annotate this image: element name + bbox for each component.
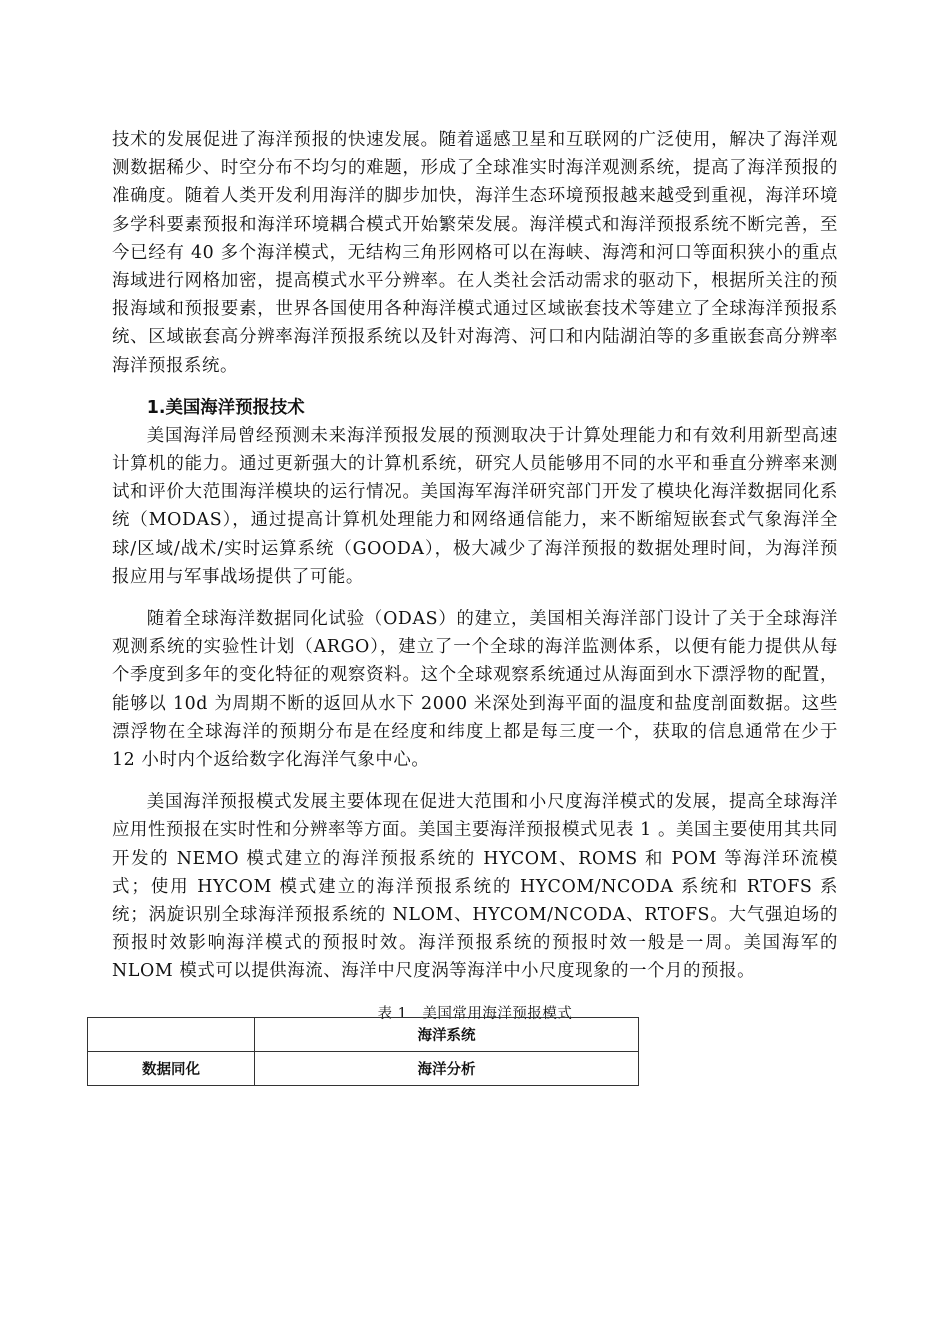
- table-row: [88, 1018, 639, 1052]
- paragraph-modas: 美国海洋局曾经预测未来海洋预报发展的预测取决于计算处理能力和有效利用新型高速计算机的能力。通过更新强大的计算机系统，研究人员能够用不同的水平和垂直分辨率来测试和评价大范围海洋模块的运行情况。美国海军海洋研究部门开发了模块化海洋数据同化系统（MODAS），通过提高计算机处理能力和网络通信能力，来不断缩短嵌套式气象海洋全球/区域/战术/实时运算系统（GOODA），极大减少了海洋预报的数据处理时间，为海洋预报应用与军事战场提供了可能。: [112, 425, 838, 587]
- document-body: [112, 126, 838, 1024]
- paragraph-models: 美国海洋预报模式发展主要体现在促进大范围和小尺度海洋模式的发展，提高全球海洋应用性预报在实时性和分辨率等方面。美国主要海洋预报模式见表 1 。美国主要使用其共同开发的 NEMO 模式建立的海洋预报系统的 HYCOM、ROMS 和 POM 等海洋环流模式；使用 HYCOM 模式建立的海洋预报系统的 HYCOM/NCODA 系统和 RTOFS 系统；涡旋识别全球海洋预报系统的 NLOM、HYCOM/NCODA、RTOFS。大气强迫场的预报时效影响海洋模式的预报时效。海洋预报系统的预报时效一般是一周。美国海军的 NLOM 模式可以提供海流、海洋中尺度涡等海洋中小尺度现象的一个月的预报。: [112, 792, 838, 982]
- forecast-model-table: [87, 1017, 639, 1086]
- table-cell: 海洋系统: [255, 1018, 639, 1052]
- table-cell: 数据同化: [88, 1052, 255, 1086]
- table-cell: [88, 1018, 255, 1052]
- table-row: [88, 1052, 639, 1086]
- paragraph-argo: 随着全球海洋数据同化试验（ODAS）的建立，美国相关海洋部门设计了关于全球海洋观测系统的实验性计划（ARGO），建立了一个全球的海洋监测体系，以便有能力提供从每个季度到多年的变化特征的观察资料。这个全球观察系统通过从海面到水下漂浮物的配置，能够以 10d 为周期不断的返回从水下 2000 米深处到海平面的温度和盐度剖面数据。这些漂浮物在全球海洋的预期分布是在经度和纬度上都是每三度一个，获取的信息通常在少于 12 小时内个返给数字化海洋气象中心。: [112, 609, 838, 771]
- paragraph-intro: 技术的发展促进了海洋预报的快速发展。随着遥感卫星和互联网的广泛使用，解决了海洋观测数据稀少、时空分布不均匀的难题，形成了全球准实时海洋观测系统，提高了海洋预报的准确度。随着人类开发利用海洋的脚步加快，海洋生态环境预报越来越受到重视，海洋环境多学科要素预报和海洋环境耦合模式开始繁荣发展。海洋模式和海洋预报系统不断完善，至今已经有 40 多个海洋模式，无结构三角形网格可以在海峡、海湾和河口等面积狭小的重点海域进行网格加密，提高模式水平分辨率。在人类社会活动需求的驱动下，根据所关注的预报海域和预报要素，世界各国使用各种海洋模式通过区域嵌套技术等建立了全球海洋预报系统、区域嵌套高分辨率海洋预报系统以及针对海湾、河口和内陆湖泊等的多重嵌套高分辨率海洋预报系统。: [112, 130, 838, 376]
- table-caption: 表 1 美国常用海洋预报模式: [377, 1005, 573, 1022]
- table-cell: 海洋分析: [255, 1052, 639, 1086]
- section-heading: 1.美国海洋预报技术: [146, 397, 305, 418]
